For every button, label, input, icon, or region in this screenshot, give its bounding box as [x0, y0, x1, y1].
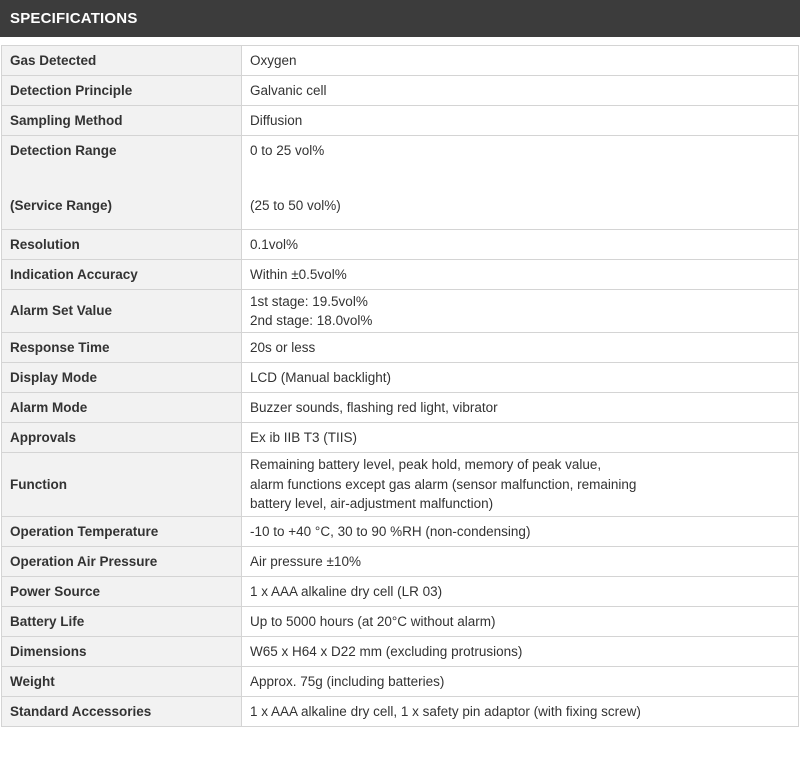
row-label: Response Time [2, 333, 242, 363]
value-line: 2nd stage: 18.0vol% [250, 313, 373, 328]
value-line: Remaining battery level, peak hold, memory of peak value, [250, 457, 602, 473]
table-row [2, 547, 799, 577]
table-row [2, 423, 799, 453]
row-label: Display Mode [2, 363, 242, 393]
table-row [2, 697, 799, 727]
row-label: Alarm Mode [2, 393, 242, 423]
section-title: SPECIFICATIONS [10, 10, 138, 27]
row-label: Standard Accessories [2, 697, 242, 727]
row-value: Buzzer sounds, flashing red light, vibrator [242, 393, 799, 423]
row-value: Oxygen [242, 46, 799, 76]
row-label: Power Source [2, 577, 242, 607]
row-value: 0.1vol% [242, 230, 799, 260]
table-row [2, 517, 799, 547]
table-row [2, 333, 799, 363]
table-row [2, 230, 799, 260]
table-row [2, 577, 799, 607]
value-line: alarm functions except gas alarm (sensor malfunction, remaining [250, 476, 637, 492]
row-label-cell [2, 136, 242, 230]
specifications-header [0, 0, 800, 37]
row-label: Battery Life [2, 607, 242, 637]
table-row [2, 76, 799, 106]
row-label: Dimensions [2, 637, 242, 667]
row-label: Indication Accuracy [2, 260, 242, 290]
row-label: Approvals [2, 423, 242, 453]
row-label: Weight [2, 667, 242, 697]
table-row [2, 453, 799, 517]
row-label: Operation Air Pressure [2, 547, 242, 577]
row-label: Sampling Method [2, 106, 242, 136]
row-label: Detection Principle [2, 76, 242, 106]
row-value: 1 x AAA alkaline dry cell (LR 03) [242, 577, 799, 607]
row-value [242, 453, 799, 517]
row-label: Alarm Set Value [2, 290, 242, 333]
table-row [2, 260, 799, 290]
row-value: -10 to +40 °C, 30 to 90 %RH (non-condensing) [242, 517, 799, 547]
row-value: Air pressure ±10% [242, 547, 799, 577]
value-line: 1st stage: 19.5vol% [250, 293, 368, 309]
table-row [2, 363, 799, 393]
table-row [2, 607, 799, 637]
row-label: Function [2, 453, 242, 517]
table-row [2, 136, 799, 230]
table-row [2, 290, 799, 333]
row-label: Operation Temperature [2, 517, 242, 547]
table-row [2, 637, 799, 667]
row-value: 0 to 25 vol% [250, 143, 325, 158]
table-row [2, 46, 799, 76]
row-value: W65 x H64 x D22 mm (excluding protrusions) [242, 637, 799, 667]
table-row [2, 393, 799, 423]
row-label: Detection Range [10, 143, 117, 158]
row-value: Approx. 75g (including batteries) [242, 667, 799, 697]
row-value: Ex ib IIB T3 (TIIS) [242, 423, 799, 453]
value-line: battery level, air-adjustment malfunction) [250, 496, 494, 512]
row-value [242, 290, 799, 333]
row-value: Diffusion [242, 106, 799, 136]
row-label: Resolution [2, 230, 242, 260]
row-value: 1 x AAA alkaline dry cell, 1 x safety pin adaptor (with fixing screw) [242, 697, 799, 727]
row-value: 20s or less [242, 333, 799, 363]
row-value: Up to 5000 hours (at 20°C without alarm) [242, 607, 799, 637]
table-row [2, 106, 799, 136]
specifications-table [1, 45, 799, 727]
row-sub-value: (25 to 50 vol%) [250, 198, 341, 213]
row-value: Galvanic cell [242, 76, 799, 106]
row-label: Gas Detected [2, 46, 242, 76]
row-value: LCD (Manual backlight) [242, 363, 799, 393]
row-sub-label: (Service Range) [10, 198, 113, 213]
table-row [2, 667, 799, 697]
row-value-cell [242, 136, 799, 230]
row-value: Within ±0.5vol% [242, 260, 799, 290]
